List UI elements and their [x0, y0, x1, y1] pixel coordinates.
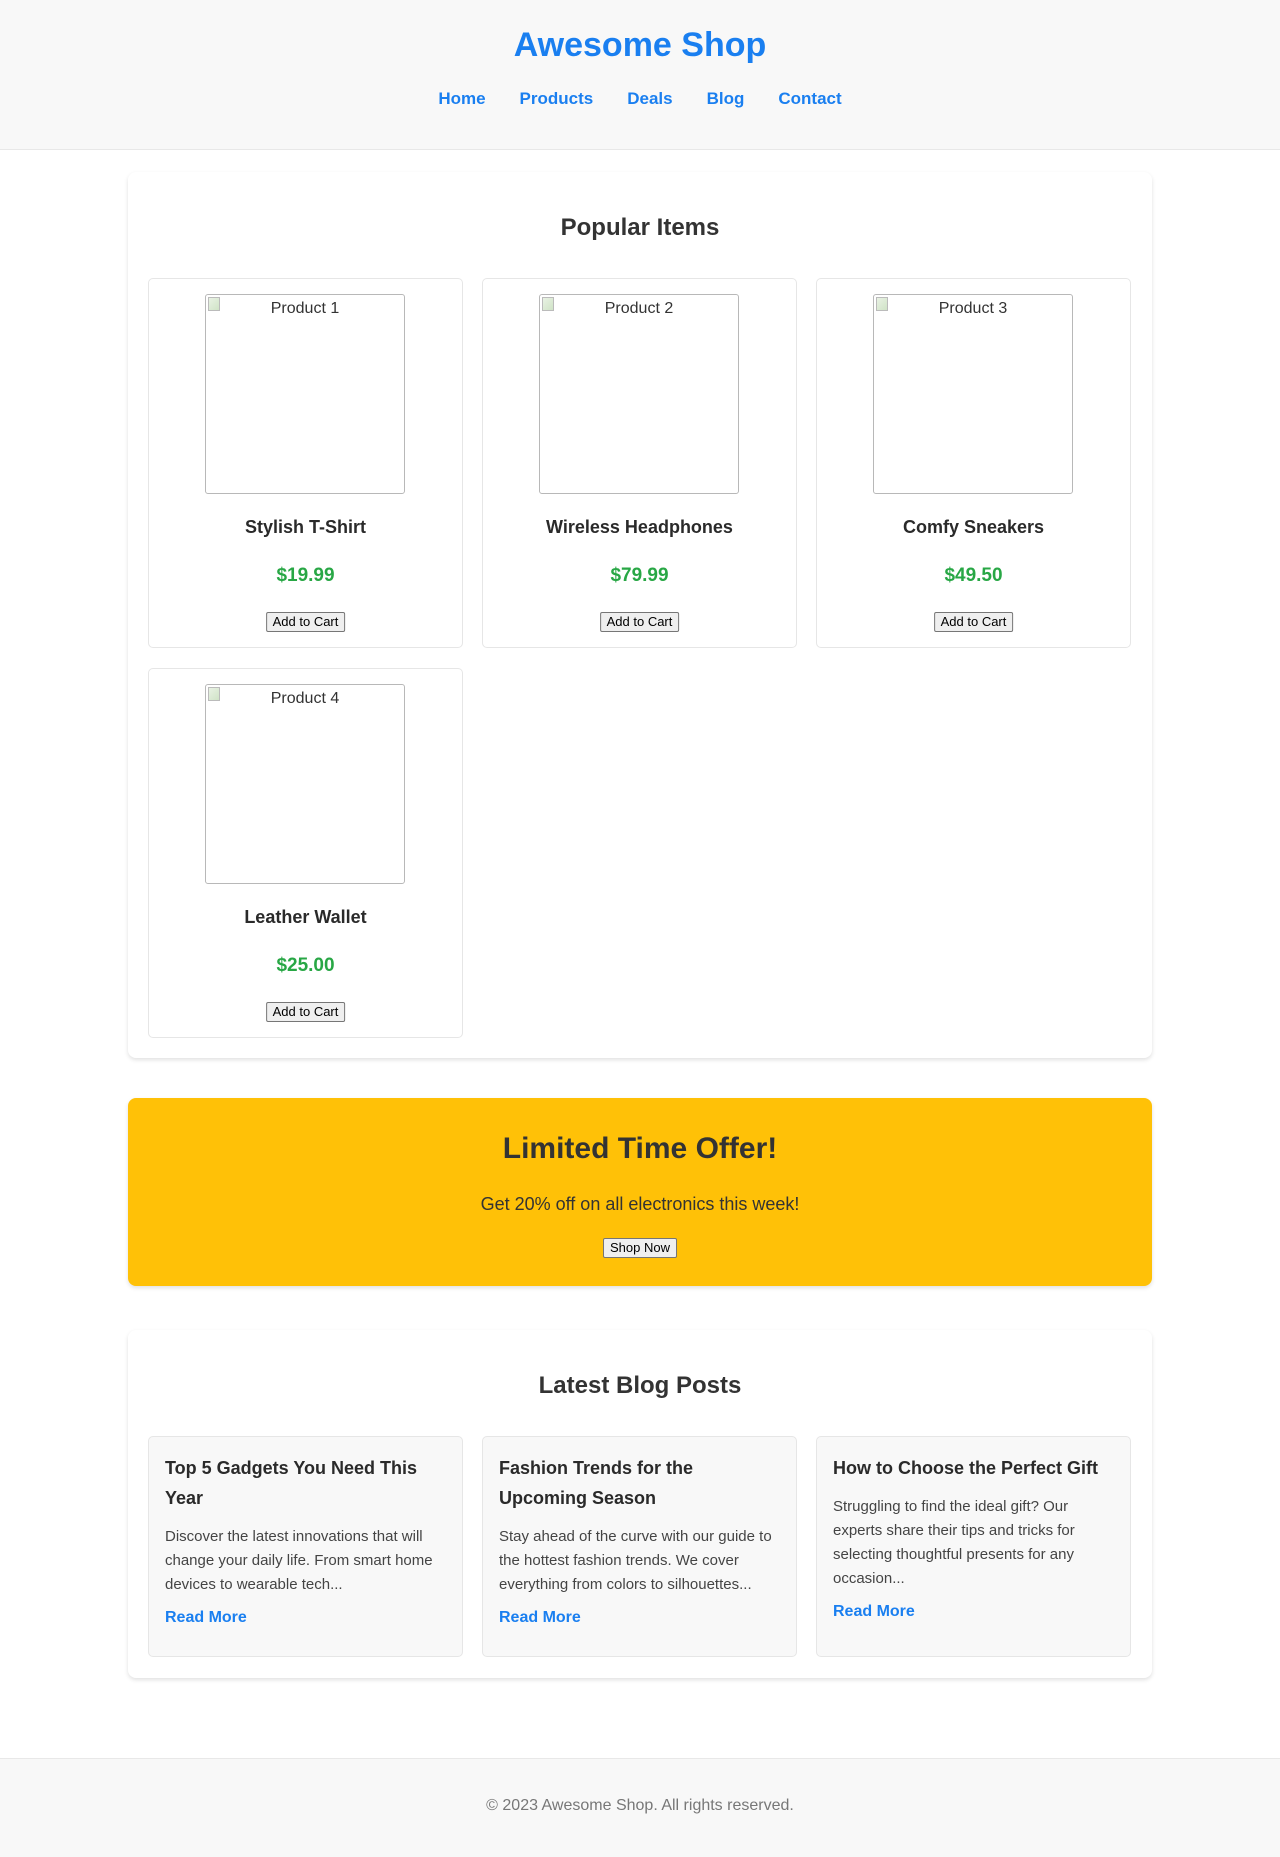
read-more-link[interactable]: Read More [499, 1609, 581, 1626]
main-nav [0, 88, 1280, 110]
blog-section [128, 1330, 1152, 1678]
nav-link-home[interactable]: Home [438, 89, 486, 108]
blog-post-excerpt: Stay ahead of the curve with our guide to the hottest fashion trends. We cover everything from colors to silhouettes... [499, 1528, 772, 1593]
blog-section-title: Latest Blog Posts [538, 1372, 742, 1399]
read-more-link[interactable]: Read More [165, 1609, 247, 1626]
product-card [482, 278, 797, 648]
product-card [816, 278, 1131, 648]
product-image-alt: Product 2 [604, 300, 674, 317]
product-image [205, 684, 405, 884]
nav-link-blog[interactable]: Blog [706, 89, 745, 108]
broken-image-icon [876, 297, 888, 311]
product-name: Stylish T-Shirt [244, 517, 367, 537]
product-price: $79.99 [610, 565, 669, 586]
popular-items-section [128, 172, 1152, 1058]
add-to-cart-button[interactable]: Add to Cart [934, 612, 1014, 632]
limited-offer-banner [128, 1098, 1152, 1286]
product-image [539, 294, 739, 494]
broken-image-icon [208, 297, 220, 311]
add-to-cart-button[interactable]: Add to Cart [266, 612, 346, 632]
product-price: $25.00 [276, 955, 335, 976]
offer-title: Limited Time Offer! [502, 1132, 778, 1165]
popular-items-title: Popular Items [560, 214, 720, 241]
blog-post-title: Top 5 Gadgets You Need This Year [165, 1458, 418, 1508]
blog-post-title: Fashion Trends for the Upcoming Season [499, 1458, 694, 1508]
nav-link-deals[interactable]: Deals [627, 89, 673, 108]
blog-card [816, 1436, 1131, 1657]
site-title: Awesome Shop [513, 26, 767, 64]
product-card [148, 668, 463, 1038]
product-image-alt: Product 4 [270, 690, 340, 707]
footer-copyright: © 2023 Awesome Shop. All rights reserved. [486, 1797, 794, 1814]
blog-post-title: How to Choose the Perfect Gift [833, 1458, 1099, 1478]
product-name: Leather Wallet [244, 907, 367, 927]
nav-link-products[interactable]: Products [519, 89, 594, 108]
product-name: Wireless Headphones [546, 517, 733, 537]
product-image-alt: Product 3 [938, 300, 1008, 317]
broken-image-icon [542, 297, 554, 311]
product-price: $19.99 [276, 565, 335, 586]
product-name: Comfy Sneakers [902, 517, 1045, 537]
broken-image-icon [208, 687, 220, 701]
offer-text: Get 20% off on all electronics this week! [480, 1194, 800, 1214]
add-to-cart-button[interactable]: Add to Cart [266, 1002, 346, 1022]
nav-link-contact[interactable]: Contact [778, 89, 842, 108]
blog-post-excerpt: Discover the latest innovations that will change your daily life. From smart home devices to wearable tech... [165, 1528, 433, 1593]
site-footer [0, 1758, 1280, 1857]
blog-post-excerpt: Struggling to find the ideal gift? Our experts share their tips and tricks for selecting thoughtful presents for any occasion... [833, 1498, 1075, 1587]
product-card [148, 278, 463, 648]
add-to-cart-button[interactable]: Add to Cart [600, 612, 680, 632]
product-image [873, 294, 1073, 494]
shop-now-button[interactable]: Shop Now [603, 1238, 677, 1258]
product-image-alt: Product 1 [270, 300, 340, 317]
product-image [205, 294, 405, 494]
product-price: $49.50 [944, 565, 1003, 586]
blog-card [148, 1436, 463, 1657]
blog-card [482, 1436, 797, 1657]
read-more-link[interactable]: Read More [833, 1603, 915, 1620]
site-header [0, 0, 1280, 150]
